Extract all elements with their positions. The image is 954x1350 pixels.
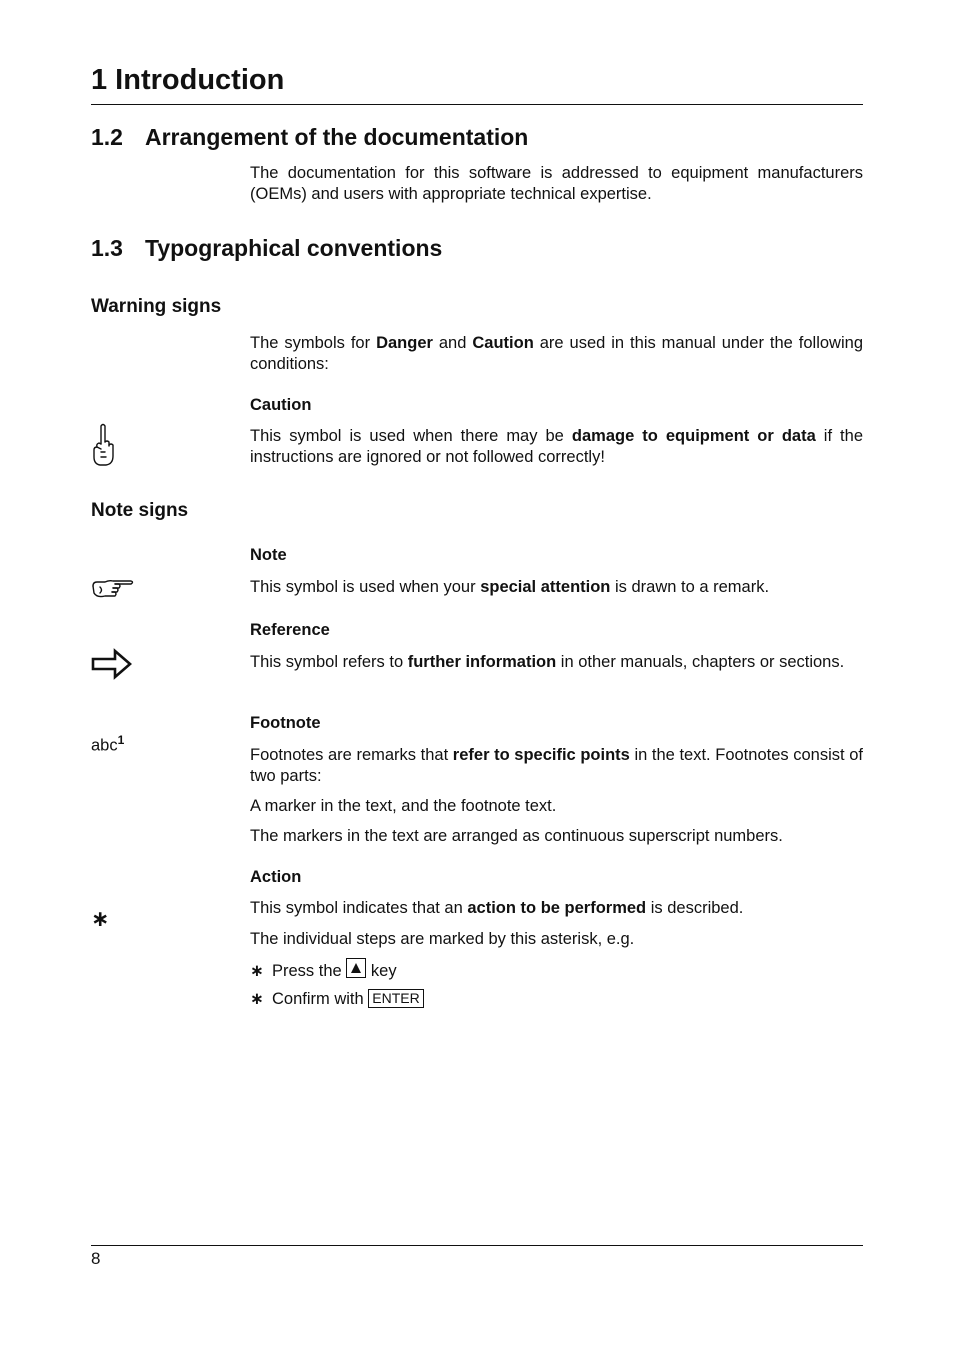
action-line-2: The individual steps are marked by this asterisk, e.g. <box>250 930 635 948</box>
text-run: are used in this manual under the following conditions: <box>250 334 863 373</box>
emphasis-text: special attention <box>480 578 611 596</box>
marker-text: abc <box>91 736 118 755</box>
text-run: Footnotes are remarks that <box>250 746 453 764</box>
emphasis-text: further information <box>407 653 557 671</box>
step-text: Press the <box>272 962 342 980</box>
chapter-rule <box>91 104 863 105</box>
text-run: and <box>432 334 473 352</box>
warning-intro <box>250 333 863 375</box>
pointing-hand-icon <box>91 578 135 607</box>
emphasis-text: refer to specific points <box>452 746 630 764</box>
caution-term: Caution <box>472 334 534 352</box>
text-run: This symbol is used when your <box>250 578 481 596</box>
step-text: Confirm with <box>272 990 364 1008</box>
step-text: key <box>370 962 397 980</box>
reference-label: Reference <box>250 621 330 639</box>
hand-index-up-icon <box>91 422 115 473</box>
footnote-text <box>250 745 863 787</box>
emphasis-text: action to be performed <box>467 899 647 917</box>
danger-term: Danger <box>376 334 433 352</box>
action-label: Action <box>250 868 302 886</box>
footnote-label: Footnote <box>250 714 321 732</box>
marker-superscript: 1 <box>117 733 125 747</box>
text-run: is described. <box>646 899 744 917</box>
asterisk-icon: ∗ <box>250 990 264 1008</box>
text-run: in the text. Footnotes consist of two parts: <box>250 746 863 785</box>
text-run: in other manuals, chapters or sections. <box>556 653 845 671</box>
up-triangle-key-icon <box>346 958 366 978</box>
section-heading-typographical <box>91 235 442 262</box>
text-run: This symbol indicates that an <box>250 899 468 917</box>
page-number: 8 <box>91 1249 101 1268</box>
note-signs-heading: Note signs <box>91 500 189 521</box>
text-run: if the instructions are ignored or not followed correctly! <box>250 427 863 466</box>
section-heading-arrangement <box>91 124 528 151</box>
asterisk-icon: ∗ <box>91 906 110 931</box>
caution-label: Caution <box>250 396 312 414</box>
arrangement-text: The documentation for this software is addressed to equipment manufacturers (OEMs) and users with appropriate technical expertise. <box>250 164 863 203</box>
warning-signs-heading: Warning signs <box>91 296 222 317</box>
text-run: This symbol refers to <box>250 653 408 671</box>
section-title: Typographical conventions <box>145 235 443 261</box>
caution-text <box>250 426 863 468</box>
step-press-key <box>250 958 397 982</box>
footer-rule <box>91 1245 863 1246</box>
chapter-title: 1 Introduction <box>91 64 285 96</box>
footnote-line-3: The markers in the text are arranged as continuous superscript numbers. <box>250 827 783 845</box>
enter-key: ENTER <box>368 989 423 1008</box>
text-run: This symbol is used when there may be <box>250 427 572 445</box>
emphasis-text: damage to equipment or data <box>571 427 816 445</box>
section-title: Arrangement of the documentation <box>145 124 529 150</box>
reference-text <box>250 652 863 673</box>
note-label: Note <box>250 546 287 564</box>
step-confirm-enter <box>250 989 424 1010</box>
outline-arrow-right-icon <box>91 648 133 685</box>
footnote-marker-example <box>91 733 124 756</box>
text-run: is drawn to a remark. <box>610 578 770 596</box>
section-number: 1.3 <box>91 235 123 261</box>
action-text <box>250 898 863 919</box>
footnote-line-2: A marker in the text, and the footnote text. <box>250 797 557 815</box>
note-text <box>250 577 863 598</box>
asterisk-icon: ∗ <box>250 962 264 980</box>
text-run: The symbols for <box>250 334 377 352</box>
section-number: 1.2 <box>91 124 123 150</box>
